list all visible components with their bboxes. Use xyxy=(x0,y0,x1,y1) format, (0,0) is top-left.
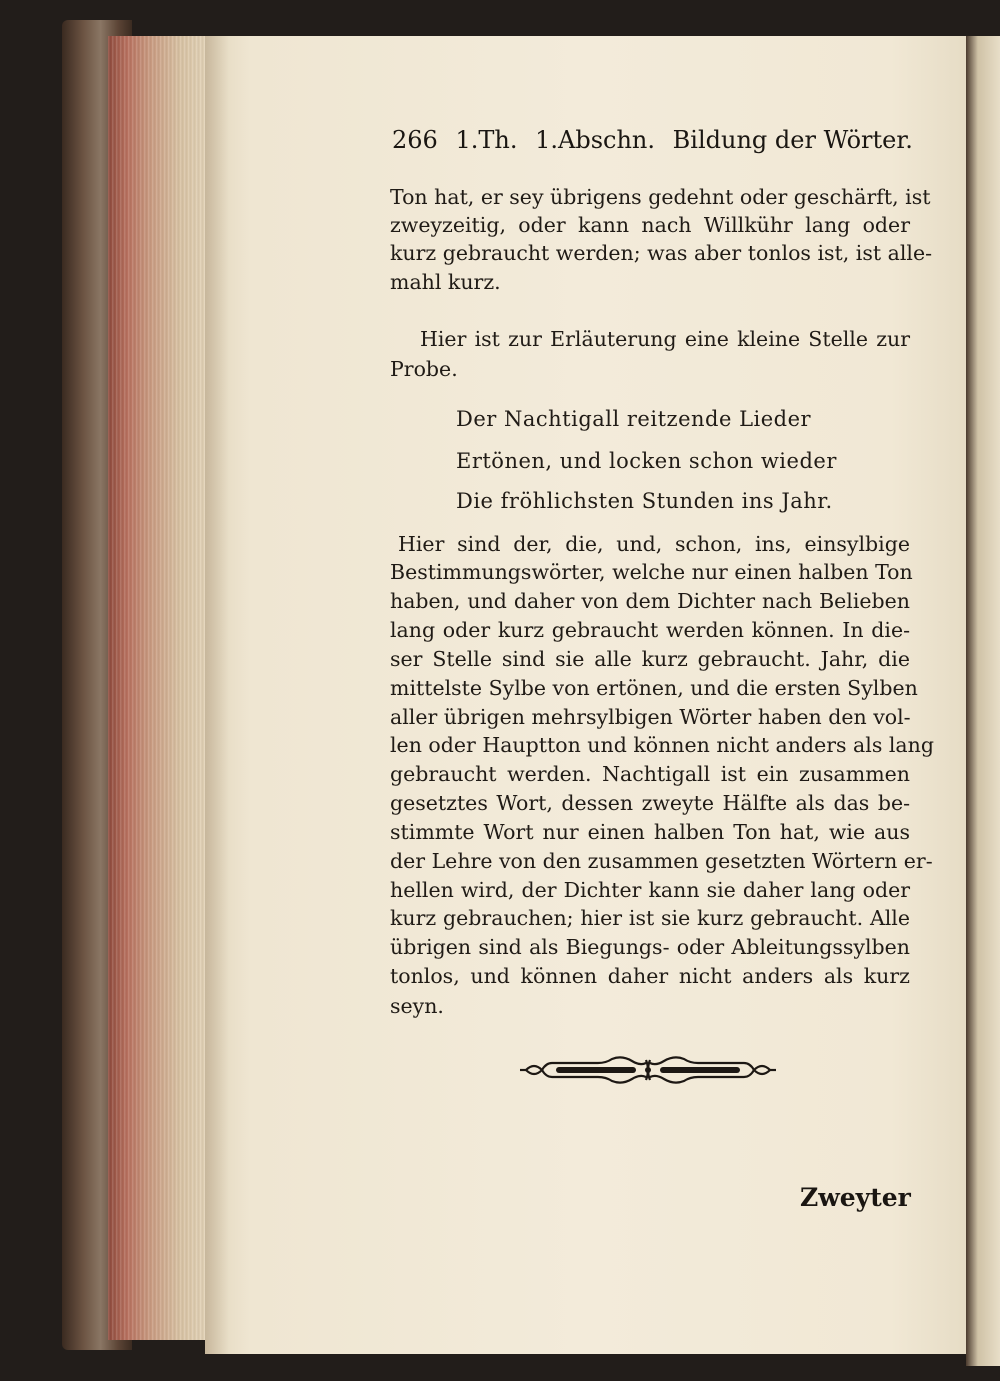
text-line: stimmte Wort nur einen halben Ton hat, wie aus xyxy=(390,820,910,844)
text-line: übrigen sind als Biegungs- oder Ableitungssylben xyxy=(390,935,910,959)
verse-line: Der Nachtigall reitzende Lieder xyxy=(456,407,812,431)
verse-line: Die fröhlichsten Stunden ins Jahr. xyxy=(456,489,833,513)
text-line: Hier ist zur Erläuterung eine kleine Stelle zur xyxy=(420,327,910,351)
catchword: Zweyter xyxy=(800,1183,911,1212)
text-line: ser Stelle sind sie alle kurz gebraucht. Jahr, die xyxy=(390,647,910,671)
text-line: haben, und daher von dem Dichter nach Belieben xyxy=(390,589,910,613)
running-header xyxy=(392,126,912,154)
text-line: tonlos, und können daher nicht anders als kurz xyxy=(390,964,910,988)
text-line: Hier sind der, die, und, schon, ins, einsylbige xyxy=(398,532,910,556)
page-stack-edge xyxy=(108,36,212,1340)
text-line: len oder Hauptton und können nicht anders als lang xyxy=(390,733,934,757)
verse-line: Ertönen, und locken schon wieder xyxy=(456,449,837,473)
printer-ornament-icon xyxy=(516,1050,780,1090)
text-line: gesetztes Wort, dessen zweyte Hälfte als das be- xyxy=(390,791,910,815)
text-line: gebraucht werden. Nachtigall ist ein zusammen xyxy=(390,762,910,786)
text-line: mittelste Sylbe von ertönen, und die ersten Sylben xyxy=(390,676,918,700)
gutter-shadow xyxy=(205,36,229,1354)
header-title: Bildung der Wörter. xyxy=(672,126,913,154)
section-label: 1.Abschn. xyxy=(535,126,655,154)
text-line: aller übrigen mehrsylbigen Wörter haben den vol- xyxy=(390,705,911,729)
text-line: seyn. xyxy=(390,994,444,1018)
page-number: 266 xyxy=(392,126,438,154)
text-line: Ton hat, er sey übrigens gedehnt oder geschärft, ist xyxy=(390,185,931,209)
text-line: kurz gebrauchen; hier ist sie kurz gebraucht. Alle xyxy=(390,906,910,930)
text-line: Bestimmungswörter, welche nur einen halben Ton xyxy=(390,560,913,584)
text-line: hellen wird, der Dichter kann sie daher lang oder xyxy=(390,878,910,902)
text-line: Probe. xyxy=(390,357,458,381)
text-line: der Lehre von den zusammen gesetzten Wörtern er- xyxy=(390,849,933,873)
facing-page-edge xyxy=(966,36,1000,1366)
part-label: 1.Th. xyxy=(455,126,518,154)
text-line: zweyzeitig, oder kann nach Willkühr lang oder xyxy=(390,213,910,237)
text-line: lang oder kurz gebraucht werden können. In die- xyxy=(390,618,910,642)
text-line: mahl kurz. xyxy=(390,270,501,294)
text-line: kurz gebraucht werden; was aber tonlos ist, ist alle- xyxy=(390,241,933,265)
